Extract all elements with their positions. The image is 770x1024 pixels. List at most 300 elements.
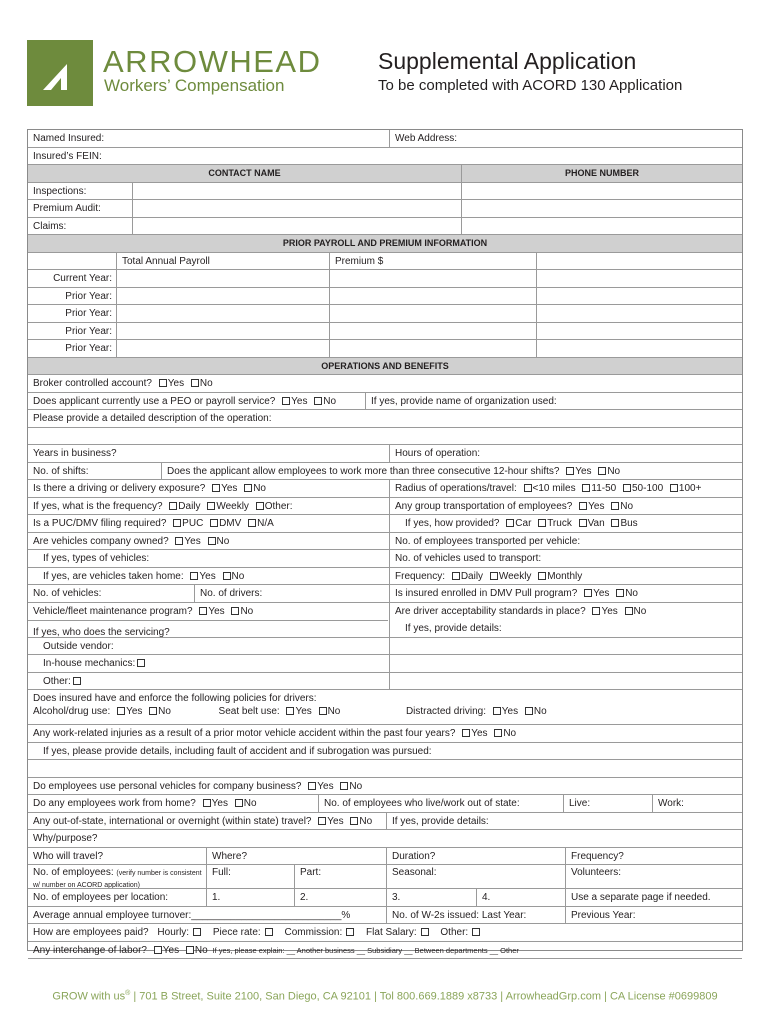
- checkbox[interactable]: [73, 677, 81, 685]
- shifts-question: [162, 463, 742, 480]
- checkbox[interactable]: [611, 502, 619, 510]
- yes-label: Yes: [208, 605, 225, 617]
- piece-rate-label: Piece rate:: [212, 927, 261, 938]
- separate-page-note: Use a separate page if needed.: [571, 892, 711, 903]
- inhouse-question: [28, 655, 388, 672]
- bus-option: Bus: [620, 518, 638, 529]
- phone-number-header: PHONE NUMBER: [564, 168, 639, 178]
- row-vehicle-types: [28, 550, 742, 568]
- checkbox[interactable]: [346, 928, 354, 936]
- no-label: No: [243, 798, 257, 809]
- yes-label: Yes: [199, 570, 216, 582]
- why-purpose-field[interactable]: Why/purpose?: [33, 833, 98, 844]
- row-work-home: [28, 795, 742, 813]
- row-payroll-columns: [28, 253, 742, 271]
- checkbox[interactable]: [308, 782, 316, 790]
- hourly-label: Hourly:: [157, 927, 190, 938]
- row-interchange: [28, 942, 742, 960]
- no-label: No: [231, 570, 245, 582]
- interchange-label: Any interchange of labor?: [33, 944, 147, 956]
- how-provided-question: [390, 515, 742, 532]
- prior-payroll-header: PRIOR PAYROLL AND PREMIUM INFORMATION: [282, 238, 488, 248]
- puc-option: PUC: [182, 518, 204, 529]
- row-prior-year-4: [28, 340, 742, 358]
- no-label: No: [194, 944, 208, 956]
- policies-label: Does insured have and enforce the following policies for drivers:: [33, 693, 317, 704]
- checkbox[interactable]: [286, 707, 294, 715]
- peo-question: [28, 393, 365, 410]
- checkbox[interactable]: [452, 572, 460, 580]
- checkbox[interactable]: [154, 946, 162, 954]
- outside-vendor-field[interactable]: Outside vendor:: [43, 640, 114, 652]
- row-other-servicing: [28, 673, 742, 691]
- footer: [0, 990, 770, 1003]
- dmv-pull-label: Is insured enrolled in DMV Pull program?: [395, 588, 578, 599]
- checkbox[interactable]: [472, 928, 480, 936]
- yes-label: Yes: [317, 780, 334, 792]
- row-vehicles-drivers: [28, 585, 742, 603]
- w2-previous-year-field[interactable]: Previous Year:: [571, 909, 636, 921]
- checkbox[interactable]: [506, 519, 514, 527]
- checkbox[interactable]: [199, 607, 207, 615]
- volunteers-field[interactable]: Volunteers:: [571, 867, 622, 878]
- row-servicing: [28, 620, 742, 638]
- row-shifts: [28, 463, 742, 481]
- checkbox[interactable]: [265, 928, 273, 936]
- inspections-phone-input[interactable]: [462, 183, 742, 200]
- number-of-vehicles-field[interactable]: No. of vehicles:: [33, 588, 102, 599]
- checkbox[interactable]: [169, 502, 177, 510]
- checkbox[interactable]: [212, 484, 220, 492]
- employees-per-vehicle-field[interactable]: No. of employees transported per vehicle:: [395, 535, 581, 547]
- row-years-hours: [28, 445, 742, 463]
- checkbox[interactable]: [173, 519, 181, 527]
- how-paid-question: [28, 924, 742, 941]
- how-paid-label: How are employees paid?: [33, 927, 149, 938]
- checkbox[interactable]: [616, 589, 624, 597]
- checkbox[interactable]: [525, 707, 533, 715]
- frequency-label: If yes, what is the frequency?: [33, 500, 163, 512]
- dmv-option: DMV: [219, 518, 242, 529]
- per-location-label: No. of employees per location:: [33, 892, 169, 903]
- work-home-label: Do any employees work from home?: [33, 798, 196, 809]
- row-overnight: [28, 813, 742, 831]
- radius-option: 100+: [678, 483, 702, 494]
- checkbox[interactable]: [350, 817, 358, 825]
- footer-contact: | 701 B Street, Suite 2100, San Diego, CA 92101 | Tol 800.669.1889 x8733 | ArrowheadGrp.com | CA License #0699809: [130, 990, 718, 1003]
- puc-question: [28, 515, 388, 532]
- checkbox[interactable]: [256, 502, 264, 510]
- no-label: No: [349, 780, 363, 792]
- checkbox[interactable]: [421, 928, 429, 936]
- checkbox[interactable]: [582, 484, 590, 492]
- checkbox[interactable]: [193, 928, 201, 936]
- location-3-field[interactable]: 3.: [392, 892, 401, 903]
- vehicle-types-field[interactable]: If yes, types of vehicles:: [43, 553, 150, 564]
- truck-option: Truck: [547, 518, 572, 529]
- driving-question: [28, 480, 388, 497]
- part-field[interactable]: Part:: [300, 867, 322, 878]
- turnover-field[interactable]: Average annual employee turnover:___________________________%: [33, 909, 351, 921]
- checkbox[interactable]: [208, 537, 216, 545]
- web-address-field[interactable]: Web Address:: [395, 133, 458, 144]
- current-year-payroll-input[interactable]: [117, 270, 329, 287]
- no-employees-label-block: [28, 865, 206, 888]
- row-description-blank: [28, 428, 742, 446]
- yes-label: Yes: [221, 483, 238, 494]
- injuries-question: [28, 725, 742, 742]
- yes-label: Yes: [327, 815, 344, 827]
- checkbox[interactable]: [584, 589, 592, 597]
- checkbox[interactable]: [186, 946, 194, 954]
- checkbox[interactable]: [137, 659, 145, 667]
- checkbox[interactable]: [159, 379, 167, 387]
- prior-year-label: Prior Year:: [65, 343, 112, 354]
- driving-label: Is there a driving or delivery exposure?: [33, 483, 206, 494]
- yes-label: Yes: [184, 535, 201, 547]
- checkbox[interactable]: [493, 707, 501, 715]
- fein-field[interactable]: Insured’s FEIN:: [33, 150, 102, 162]
- checkbox[interactable]: [579, 519, 587, 527]
- travel-details-field[interactable]: If yes, provide details:: [392, 815, 489, 827]
- registered-mark: ®: [125, 990, 131, 997]
- no-label: No: [633, 605, 647, 617]
- peo-label: Does applicant currently use a PEO or payroll service?: [33, 395, 276, 407]
- yes-label: Yes: [167, 378, 185, 389]
- no-label: No: [607, 465, 621, 477]
- personal-vehicles-question: [28, 778, 742, 795]
- duration-field[interactable]: Duration?: [392, 850, 436, 862]
- no-employees-label: No. of employees:: [33, 867, 114, 878]
- driver-standards-question: [390, 603, 742, 621]
- prior-year-label: Prior Year:: [65, 325, 112, 337]
- injuries-label: Any work-related injuries as a result of a prior motor vehicle accident within the past four years?: [33, 728, 456, 739]
- prior-year-premium-input[interactable]: [330, 340, 536, 357]
- application-form: [27, 129, 743, 956]
- van-option: Van: [587, 518, 605, 529]
- shifts-question-label: Does the applicant allow employees to work more than three consecutive 12-hour shifts?: [167, 465, 560, 477]
- contact-header-row: [28, 165, 742, 183]
- verify-note: (verify number is consistent w/ number on ACORD application): [33, 870, 202, 888]
- prior-year-premium-input[interactable]: [330, 323, 536, 340]
- no-label: No: [199, 378, 213, 389]
- broker-question: [28, 375, 742, 392]
- prior-year-payroll-input[interactable]: [117, 305, 329, 322]
- checkbox[interactable]: [623, 484, 631, 492]
- prior-payroll-header-row: [28, 235, 742, 253]
- yes-label: Yes: [211, 798, 228, 809]
- other-option: Other:: [264, 500, 293, 512]
- na-option: N/A: [257, 518, 274, 529]
- radius-option: <10 miles: [532, 483, 576, 494]
- row-prior-year-2: [28, 305, 742, 323]
- no-label: No: [503, 728, 517, 739]
- yes-label: Yes: [575, 465, 592, 477]
- policies-block: [28, 690, 742, 724]
- checkbox[interactable]: [314, 397, 322, 405]
- where-field[interactable]: Where?: [212, 850, 248, 862]
- inspections-contact-input[interactable]: [133, 183, 461, 200]
- row-how-paid: [28, 924, 742, 942]
- checkbox[interactable]: [490, 572, 498, 580]
- premium-audit-phone-input[interactable]: [462, 200, 742, 217]
- yes-label: Yes: [295, 706, 312, 717]
- group-transport-label: Any group transportation of employees?: [395, 500, 573, 512]
- description-label: Please provide a detailed description of the operation:: [33, 413, 272, 424]
- row-puc: [28, 515, 742, 533]
- checkbox[interactable]: [598, 467, 606, 475]
- brand-subtitle: Workers’ Compensation: [104, 76, 285, 95]
- puc-label: Is a PUC/DMV filing required?: [33, 518, 167, 529]
- policies-options: [33, 705, 742, 718]
- personal-vehicles-label: Do employees use personal vehicles for company business?: [33, 780, 302, 792]
- checkbox[interactable]: [231, 607, 239, 615]
- prior-year-payroll-input[interactable]: [117, 288, 329, 305]
- row-vehicles-owned: [28, 533, 742, 551]
- frequency-label: Frequency:: [395, 570, 446, 582]
- radius-question: [390, 480, 742, 497]
- document-title: Supplemental Application: [378, 48, 637, 74]
- driver-standards-label: Are driver acceptability standards in place?: [395, 605, 586, 617]
- footer-slogan: GROW with us: [52, 990, 126, 1003]
- out-of-state-label: No. of employees who live/work out of state:: [324, 798, 520, 809]
- claims-phone-input[interactable]: [462, 218, 742, 235]
- premium-audit-contact-input[interactable]: [133, 200, 461, 217]
- other-pay-label: Other:: [440, 927, 469, 938]
- monthly-option: Monthly: [547, 570, 583, 582]
- checkbox[interactable]: [340, 782, 348, 790]
- seasonal-field[interactable]: Seasonal:: [392, 867, 437, 878]
- interchange-explain: If yes, please explain: __ Another business __ Subsidiary __ Between departments __ Other: [212, 945, 519, 955]
- inspections-label: Inspections:: [33, 185, 87, 197]
- claims-label: Claims:: [33, 220, 67, 232]
- injuries-details-field[interactable]: If yes, please provide details, including fault of accident and if subrogation was pursued:: [43, 745, 432, 757]
- arrowhead-logo: [27, 40, 93, 106]
- no-label: No: [359, 815, 373, 827]
- checkbox[interactable]: [524, 484, 532, 492]
- location-4-field[interactable]: 4.: [482, 892, 491, 903]
- checkbox[interactable]: [670, 484, 678, 492]
- location-2-field[interactable]: 2.: [300, 892, 309, 903]
- yes-label: Yes: [291, 395, 308, 407]
- car-option: Car: [515, 518, 532, 529]
- distracted-label: Distracted driving:: [405, 706, 486, 717]
- details-input[interactable]: [390, 638, 742, 655]
- how-provided-label: If yes, how provided?: [405, 518, 500, 529]
- row-personal-vehicles: [28, 778, 742, 796]
- checkbox[interactable]: [210, 519, 218, 527]
- checkbox[interactable]: [318, 817, 326, 825]
- no-label: No: [158, 706, 171, 717]
- checkbox[interactable]: [223, 572, 231, 580]
- weekly-option: Weekly: [498, 570, 532, 582]
- named-insured-field[interactable]: Named Insured:: [33, 133, 105, 144]
- other-servicing-question: [28, 673, 388, 690]
- prior-year-label: Prior Year:: [65, 308, 112, 319]
- no-label: No: [620, 500, 634, 512]
- document-subtitle: To be completed with ACORD 130 Application: [378, 77, 683, 94]
- checkbox[interactable]: [592, 607, 600, 615]
- contact-name-header: CONTACT NAME: [208, 168, 281, 178]
- frequency-question: [28, 498, 388, 515]
- daily-option: Daily: [178, 500, 201, 512]
- checkbox[interactable]: [235, 799, 243, 807]
- row-inspections: [28, 183, 742, 201]
- location-1-field[interactable]: 1.: [212, 892, 221, 903]
- peo-name-field[interactable]: If yes, provide name of organization used:: [371, 395, 557, 407]
- provide-details-field[interactable]: If yes, provide details:: [405, 623, 502, 634]
- row-no-employees: [28, 865, 742, 889]
- checkbox[interactable]: [149, 707, 157, 715]
- no-label: No: [323, 395, 337, 407]
- row-broker: [28, 375, 742, 393]
- details-input[interactable]: [390, 655, 742, 672]
- claims-contact-input[interactable]: [133, 218, 461, 235]
- weekly-option: Weekly: [216, 500, 249, 512]
- row-frequency: [28, 498, 742, 516]
- no-label: No: [240, 605, 254, 617]
- yes-label: Yes: [162, 944, 180, 956]
- work-field[interactable]: Work:: [658, 798, 684, 809]
- inhouse-label: In-house mechanics:: [43, 658, 136, 669]
- frequency-options: [390, 568, 742, 585]
- injuries-details-input[interactable]: [28, 760, 742, 777]
- row-injuries-blank: [28, 760, 742, 778]
- interchange-input[interactable]: [28, 959, 742, 977]
- total-payroll-header: Total Annual Payroll: [122, 255, 210, 267]
- years-in-business-field[interactable]: Years in business?: [33, 448, 117, 459]
- checkbox[interactable]: [175, 537, 183, 545]
- broker-label: Broker controlled account?: [33, 378, 152, 389]
- yes-label: Yes: [501, 706, 519, 717]
- radius-option: 50-100: [632, 483, 664, 494]
- number-of-drivers-field[interactable]: No. of drivers:: [200, 588, 263, 599]
- row-turnover: [28, 907, 742, 925]
- checkbox[interactable]: [248, 519, 256, 527]
- checkbox[interactable]: [538, 519, 546, 527]
- checkbox[interactable]: [203, 799, 211, 807]
- no-label: No: [253, 483, 266, 494]
- prior-year-premium-input[interactable]: [330, 305, 536, 322]
- row-prior-year-3: [28, 323, 742, 341]
- radius-option: 11-50: [591, 483, 617, 494]
- taken-home-label: If yes, are vehicles taken home:: [43, 570, 184, 582]
- seatbelt-label: Seat belt use:: [218, 706, 280, 717]
- details-input[interactable]: [390, 673, 742, 690]
- row-premium-audit: [28, 200, 742, 218]
- description-input[interactable]: [28, 428, 742, 445]
- taken-home-question: [28, 568, 388, 585]
- yes-label: Yes: [601, 605, 618, 617]
- row-description: [28, 410, 742, 428]
- checkbox[interactable]: [207, 502, 215, 510]
- row-final-blank: [28, 959, 742, 977]
- checkbox[interactable]: [117, 707, 125, 715]
- no-label: No: [533, 706, 547, 717]
- operations-header: OPERATIONS AND BENEFITS: [321, 360, 449, 371]
- overnight-question: [28, 813, 386, 830]
- checkbox[interactable]: [462, 729, 470, 737]
- maintenance-question: [28, 603, 388, 621]
- checkbox[interactable]: [538, 572, 546, 580]
- other-servicing-label: Other:: [43, 675, 71, 687]
- shifts-field[interactable]: No. of shifts:: [33, 465, 89, 477]
- yes-label: Yes: [471, 728, 488, 739]
- commission-label: Commission:: [284, 927, 343, 938]
- row-inhouse: [28, 655, 742, 673]
- live-field[interactable]: Live:: [569, 798, 591, 809]
- brand-name: ARROWHEAD: [103, 44, 322, 79]
- checkbox[interactable]: [190, 572, 198, 580]
- who-travel-field[interactable]: Who will travel?: [33, 850, 104, 862]
- operations-header-row: [28, 358, 742, 376]
- checkbox[interactable]: [579, 502, 587, 510]
- no-label: No: [327, 706, 341, 717]
- row-maintenance: [28, 603, 742, 621]
- row-prior-year-1: [28, 288, 742, 306]
- interchange-question: [28, 942, 742, 959]
- checkbox[interactable]: [611, 519, 619, 527]
- vehicles-transport-field[interactable]: No. of vehicles used to transport:: [395, 553, 542, 564]
- prior-year-payroll-input[interactable]: [117, 340, 329, 357]
- yes-label: Yes: [588, 500, 605, 512]
- checkbox[interactable]: [319, 707, 327, 715]
- prior-year-payroll-input[interactable]: [117, 323, 329, 340]
- hours-of-operation-field[interactable]: Hours of operation:: [395, 448, 481, 459]
- alcohol-label: Alcohol/drug use:: [33, 706, 111, 717]
- checkbox[interactable]: [494, 729, 502, 737]
- current-year-label: Current Year:: [53, 273, 112, 284]
- row-injuries: [28, 725, 742, 743]
- checkbox[interactable]: [282, 397, 290, 405]
- checkbox[interactable]: [625, 607, 633, 615]
- row-peo: [28, 393, 742, 411]
- yes-label: Yes: [593, 588, 610, 599]
- row-policies: [28, 690, 742, 725]
- checkbox[interactable]: [244, 484, 252, 492]
- w2-last-year-field[interactable]: No. of W-2s issued: Last Year:: [392, 909, 527, 921]
- premium-audit-label: Premium Audit:: [33, 203, 101, 214]
- row-outside-vendor: [28, 638, 742, 656]
- document-header: [0, 0, 770, 120]
- servicing-label: If yes, who does the servicing?: [28, 620, 388, 637]
- vehicles-owned-question: [28, 533, 388, 550]
- row-per-location: [28, 889, 742, 907]
- radius-label: Radius of operations/travel:: [395, 483, 517, 494]
- current-year-premium-input[interactable]: [330, 270, 536, 287]
- maintenance-label: Vehicle/fleet maintenance program?: [33, 605, 193, 617]
- row-current-year: [28, 270, 742, 288]
- overnight-label: Any out-of-state, international or overnight (within state) travel?: [33, 815, 312, 827]
- row-who-travel: [28, 848, 742, 866]
- checkbox[interactable]: [191, 379, 199, 387]
- row-why: [28, 830, 742, 848]
- row-fein: [28, 148, 742, 166]
- row-taken-home: [28, 568, 742, 586]
- yes-label: Yes: [126, 706, 143, 717]
- row-claims: [28, 218, 742, 236]
- full-field[interactable]: Full:: [212, 867, 231, 878]
- prior-year-premium-input[interactable]: [330, 288, 536, 305]
- frequency-field[interactable]: Frequency?: [571, 850, 624, 862]
- daily-option: Daily: [460, 570, 484, 582]
- vehicles-owned-label: Are vehicles company owned?: [33, 535, 169, 547]
- prior-year-label: Prior Year:: [65, 290, 112, 302]
- flat-salary-label: Flat Salary:: [366, 927, 417, 938]
- row-driving: [28, 480, 742, 498]
- checkbox[interactable]: [566, 467, 574, 475]
- premium-header: Premium $: [335, 255, 384, 267]
